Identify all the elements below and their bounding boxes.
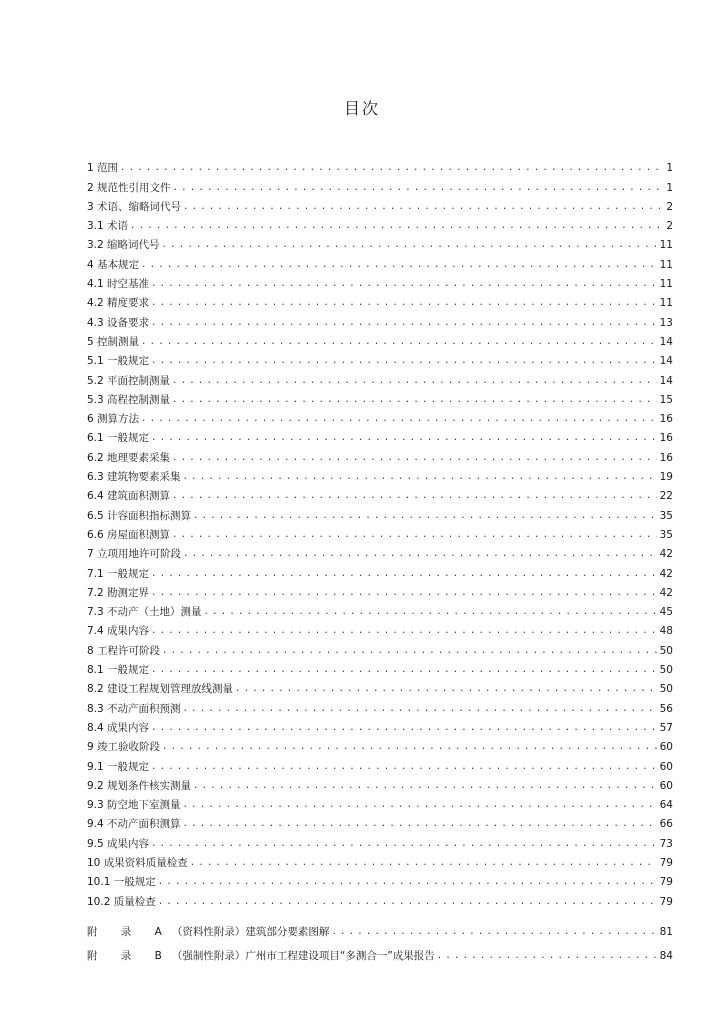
toc-entry-label: 7.2 勘测定界 <box>87 586 150 599</box>
toc-entry[interactable] <box>87 715 673 734</box>
toc-entry-label: 7.4 成果内容 <box>87 625 150 638</box>
toc-entry-page-number: 64 <box>659 799 673 812</box>
toc-entry[interactable] <box>87 387 673 406</box>
toc-entry-page-number: 48 <box>659 625 673 638</box>
toc-entry-label: 1 范围 <box>87 162 119 175</box>
toc-entry[interactable] <box>87 560 673 579</box>
toc-entry-page-number: 73 <box>659 837 673 850</box>
toc-entry[interactable] <box>87 676 673 695</box>
toc-leader-dots <box>183 201 660 213</box>
toc-entry[interactable] <box>87 464 673 483</box>
toc-entry[interactable] <box>87 329 673 348</box>
toc-entry[interactable] <box>87 232 673 251</box>
toc-entry-page-number: 79 <box>659 856 673 869</box>
toc-entry[interactable] <box>87 830 673 849</box>
toc-leader-dots <box>158 896 657 908</box>
toc-leader-dots <box>151 355 657 367</box>
toc-entry-label: 7.1 一般规定 <box>87 567 150 580</box>
toc-entry-label: 9.1 一般规定 <box>87 760 150 773</box>
toc-entry-label: 9.2 规划条件核实测量 <box>87 779 192 792</box>
toc-leader-dots <box>172 375 657 387</box>
toc-leader-dots <box>151 838 657 850</box>
toc-appendix-label <box>87 926 331 938</box>
toc-entry-page-number: 56 <box>659 702 673 715</box>
toc-leader-dots <box>437 950 657 962</box>
toc-appendix-page-number: 81 <box>659 925 673 938</box>
toc-entry-label: 3.2 缩略词代号 <box>87 239 160 252</box>
toc-entry-page-number: 11 <box>659 297 673 310</box>
toc-entry[interactable] <box>87 174 673 193</box>
toc-entry-page-number: 60 <box>659 741 673 754</box>
toc-leader-dots <box>162 239 657 251</box>
toc-entry-label: 3.1 术语 <box>87 220 129 233</box>
toc-entry-label: 2 规范性引用文件 <box>87 181 171 194</box>
toc-entry-page-number: 11 <box>659 239 673 252</box>
toc-entry-page-number: 66 <box>659 818 673 831</box>
toc-entry-label: 3 术语、缩略词代号 <box>87 200 182 213</box>
toc-leader-dots <box>151 587 657 599</box>
toc-entry[interactable] <box>87 657 673 676</box>
toc-entry-page-number: 14 <box>659 355 673 368</box>
toc-leader-dots <box>151 664 657 676</box>
toc-entry[interactable] <box>87 290 673 309</box>
toc-entry-page-number: 57 <box>659 721 673 734</box>
toc-entry[interactable] <box>87 792 673 811</box>
toc-entry[interactable] <box>87 850 673 869</box>
toc-entry-page-number: 16 <box>659 413 673 426</box>
toc-entry-page-number: 35 <box>659 528 673 541</box>
toc-leader-dots <box>162 645 657 657</box>
toc-entry[interactable] <box>87 599 673 618</box>
toc-leader-dots <box>172 490 657 502</box>
toc-entry-page-number: 14 <box>659 374 673 387</box>
toc-entry-label: 9 竣工验收阶段 <box>87 741 161 754</box>
toc-entry-label: 9.5 成果内容 <box>87 837 150 850</box>
toc-leader-dots <box>141 259 657 271</box>
toc-leader-dots <box>130 220 660 232</box>
toc-entry-page-number: 42 <box>659 586 673 599</box>
toc-entry[interactable] <box>87 155 673 174</box>
toc-entry-page-number: 60 <box>659 779 673 792</box>
toc-entry[interactable] <box>87 502 673 521</box>
toc-appendix-entry[interactable] <box>87 914 673 938</box>
toc-appendix-page-number: 84 <box>659 949 673 962</box>
toc-entry[interactable] <box>87 695 673 714</box>
appendix-prefix: 附 录 A <box>87 925 172 938</box>
toc-leader-dots <box>158 876 657 888</box>
toc-entry-label: 6 测算方法 <box>87 413 140 426</box>
toc-entry[interactable] <box>87 869 673 888</box>
toc-entry-label: 8.1 一般规定 <box>87 664 150 677</box>
toc-leader-dots <box>151 625 657 637</box>
toc-entry-label: 8.3 不动产面积预测 <box>87 702 181 715</box>
toc-entry[interactable] <box>87 367 673 386</box>
toc-leader-dots <box>151 432 657 444</box>
toc-entry[interactable] <box>87 580 673 599</box>
toc-leader-dots <box>173 182 660 194</box>
toc-leader-dots <box>120 162 660 174</box>
toc-entry-label: 9.4 不动产面积测算 <box>87 818 181 831</box>
toc-entry-label: 4.3 设备要求 <box>87 316 150 329</box>
toc-entry[interactable] <box>87 541 673 560</box>
toc-leader-dots <box>151 722 657 734</box>
toc-leader-dots <box>235 683 657 695</box>
toc-entry-page-number: 42 <box>659 567 673 580</box>
toc-entry[interactable] <box>87 888 673 907</box>
toc-entry-label: 6.3 建筑物要素采集 <box>87 471 181 484</box>
toc-entry[interactable] <box>87 194 673 213</box>
toc-leader-dots <box>141 413 657 425</box>
toc-leader-dots <box>172 529 657 541</box>
toc-entry-label: 7 立项用地许可阶段 <box>87 548 182 561</box>
toc-entry-page-number: 11 <box>659 278 673 291</box>
toc-leader-dots <box>183 548 657 560</box>
toc-entry-page-number: 16 <box>659 451 673 464</box>
toc-entry[interactable] <box>87 753 673 772</box>
toc-entry[interactable] <box>87 637 673 656</box>
toc-entry[interactable] <box>87 251 673 270</box>
toc-entry[interactable] <box>87 309 673 328</box>
toc-leader-dots <box>183 818 657 830</box>
toc-leader-dots <box>151 297 657 309</box>
toc-entry-page-number: 1 <box>666 181 673 194</box>
toc-leader-dots <box>204 606 657 618</box>
toc-leader-dots <box>183 799 657 811</box>
toc-entry-page-number: 13 <box>659 316 673 329</box>
toc-entry-page-number: 42 <box>659 548 673 561</box>
appendix-title: （资料性附录）建筑部分要素图解 <box>171 925 330 938</box>
toc-entry[interactable] <box>87 734 673 753</box>
toc-entry-page-number: 14 <box>659 335 673 348</box>
toc-entry-page-number: 11 <box>659 258 673 271</box>
appendix-prefix: 附 录 B <box>87 949 172 962</box>
toc-entry-label: 4.1 时空基准 <box>87 278 150 291</box>
toc-entry-label: 6.1 一般规定 <box>87 432 150 445</box>
toc-entry-label: 8.4 成果内容 <box>87 721 150 734</box>
toc-entry[interactable] <box>87 522 673 541</box>
toc-entry[interactable] <box>87 618 673 637</box>
toc-leader-dots <box>151 278 657 290</box>
toc-entry-page-number: 35 <box>659 509 673 522</box>
toc-leader-dots <box>190 857 657 869</box>
toc-leader-dots <box>193 510 657 522</box>
toc-entry-page-number: 79 <box>659 895 673 908</box>
toc-entry[interactable] <box>87 444 673 463</box>
page-title: 目次 <box>343 99 380 118</box>
toc-entry-label: 4.2 精度要求 <box>87 297 150 310</box>
toc-entry-page-number: 50 <box>659 683 673 696</box>
toc-entry-label: 6.6 房屋面积测算 <box>87 528 171 541</box>
toc-entry-page-number: 60 <box>659 760 673 773</box>
toc-entry-page-number: 16 <box>659 432 673 445</box>
toc-leader-dots <box>183 471 657 483</box>
toc-entry-label: 9.3 防空地下室测量 <box>87 799 181 812</box>
toc-entry[interactable] <box>87 348 673 367</box>
toc-entry-page-number: 19 <box>659 471 673 484</box>
toc-entry-page-number: 1 <box>666 162 673 175</box>
toc-entry-label: 5 控制测量 <box>87 335 140 348</box>
toc-leader-dots <box>141 336 657 348</box>
toc-entry-label: 4 基本规定 <box>87 258 140 271</box>
toc-entry-page-number: 2 <box>666 220 673 233</box>
toc-entry-label: 10.1 一般规定 <box>87 876 156 889</box>
toc-appendix-label <box>87 950 437 962</box>
toc-entry-label: 8.2 建设工程规划管理放线测量 <box>87 683 234 696</box>
toc-entry-label: 5.1 一般规定 <box>87 355 150 368</box>
toc-entry-label: 5.2 平面控制测量 <box>87 374 171 387</box>
toc-entry-label: 5.3 高程控制测量 <box>87 393 171 406</box>
toc-entry-label: 6.2 地理要素采集 <box>87 451 171 464</box>
toc-entry-page-number: 15 <box>659 393 673 406</box>
toc-leader-dots <box>331 926 656 938</box>
toc-entry[interactable] <box>87 483 673 502</box>
toc-entry-label: 10.2 质量检查 <box>87 895 156 908</box>
toc-entry-page-number: 50 <box>659 644 673 657</box>
toc-entry-page-number: 79 <box>659 876 673 889</box>
toc-leader-dots <box>162 741 657 753</box>
toc-entry-label: 8 工程许可阶段 <box>87 644 161 657</box>
toc-entry-label: 7.3 不动产（土地）测量 <box>87 606 202 619</box>
toc-entry-page-number: 22 <box>659 490 673 503</box>
toc-leader-dots <box>183 703 657 715</box>
toc-leader-dots <box>151 317 657 329</box>
toc-leader-dots <box>172 394 657 406</box>
toc-entry[interactable] <box>87 213 673 232</box>
toc-entry[interactable] <box>87 425 673 444</box>
toc-entry-page-number: 50 <box>659 664 673 677</box>
toc-entry-label: 6.4 建筑面积测算 <box>87 490 171 503</box>
toc-appendix-entry[interactable] <box>87 938 673 962</box>
toc-entry-label: 10 成果资料质量检查 <box>87 856 188 869</box>
toc-entry-label: 6.5 计容面积指标测算 <box>87 509 192 522</box>
appendix-title: （强制性附录）广州市工程建设项目“多测合一”成果报告 <box>171 949 435 962</box>
toc-entry[interactable] <box>87 811 673 830</box>
toc-leader-dots <box>193 780 657 792</box>
toc-entry[interactable] <box>87 773 673 792</box>
table-of-contents <box>87 155 673 962</box>
toc-leader-dots <box>172 452 657 464</box>
toc-entry[interactable] <box>87 271 673 290</box>
toc-entry[interactable] <box>87 406 673 425</box>
toc-entry-page-number: 2 <box>666 200 673 213</box>
toc-entry-page-number: 45 <box>659 606 673 619</box>
toc-leader-dots <box>151 568 657 580</box>
toc-leader-dots <box>151 761 657 773</box>
